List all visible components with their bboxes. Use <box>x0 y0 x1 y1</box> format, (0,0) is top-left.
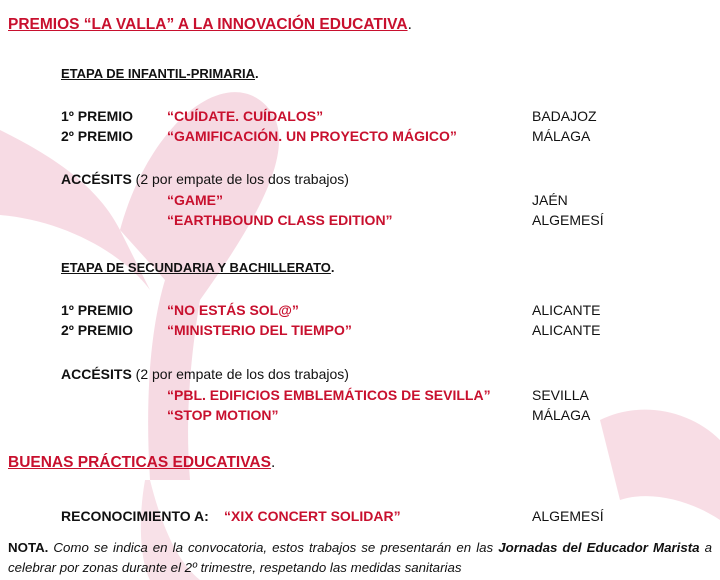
recognition-label: RECONOCIMIENTO A: <box>61 508 209 524</box>
prize-label: 2º PREMIO <box>61 322 134 338</box>
innovation-title-text: PREMIOS “LA VALLA” A LA INNOVACIÓN EDUCATIVA <box>8 16 408 33</box>
accesit-title: “EARTHBOUND CLASS EDITION” <box>167 212 393 228</box>
recognition-city: ALGEMESÍ <box>532 508 604 524</box>
stage-title-secundaria-bachillerato <box>61 260 335 275</box>
prize-row-1 <box>61 107 661 125</box>
accesit-row-1 <box>61 386 661 404</box>
prize-title: “NO ESTÁS SOL@” <box>167 302 299 318</box>
stage-title-infantil-primaria <box>61 66 259 81</box>
accesit-city: SEVILLA <box>532 387 589 403</box>
prize-label: 1º PREMIO <box>61 108 134 124</box>
accesits-note: (2 por empate de los dos trabajos) <box>131 171 349 187</box>
stage-title-period: . <box>255 66 259 81</box>
accesit-title: “STOP MOTION” <box>167 407 279 423</box>
accesit-title: “GAME” <box>167 192 223 208</box>
accesits-heading <box>61 366 349 382</box>
prize-city: BADAJOZ <box>532 108 597 124</box>
note-emphasis: Jornadas del Educador Marista <box>498 540 700 555</box>
accesits-note: (2 por empate de los dos trabajos) <box>131 366 349 382</box>
prize-title: “GAMIFICACIÓN. UN PROYECTO MÁGICO” <box>167 128 457 144</box>
good-practices-section-title <box>8 454 275 472</box>
good-practices-title-period: . <box>270 454 276 471</box>
innovation-title-period: . <box>407 16 412 33</box>
accesit-row-2 <box>61 406 661 424</box>
note-text-2: a celebrar por zonas durante el 2º trimestre, respetando las medidas sanitarias <box>8 540 712 575</box>
stage-title-text: ETAPA DE INFANTIL-PRIMARIA <box>61 66 256 81</box>
prize-label: 1º PREMIO <box>61 302 134 318</box>
prize-title: “MINISTERIO DEL TIEMPO” <box>167 322 352 338</box>
stage-title-period: . <box>330 260 335 275</box>
note-label: NOTA. <box>8 540 49 555</box>
recognition-row <box>61 507 661 525</box>
accesit-city: MÁLAGA <box>532 407 591 423</box>
recognition-title: “XIX CONCERT SOLIDAR” <box>224 508 401 524</box>
accesit-city: JAÉN <box>532 192 568 208</box>
note-text-1: Como se indica en la convocatoria, estos trabajos se presentarán en las <box>48 540 499 555</box>
innovation-section-title <box>8 16 412 34</box>
prize-title: “CUÍDATE. CUÍDALOS” <box>167 108 324 124</box>
accesits-heading <box>61 171 349 187</box>
stage-title-text: ETAPA DE SECUNDARIA Y BACHILLERATO <box>61 260 331 275</box>
note-paragraph <box>8 538 712 578</box>
prize-city: ALICANTE <box>532 302 601 318</box>
prize-row-2 <box>61 321 661 339</box>
accesit-title: “PBL. EDIFICIOS EMBLEMÁTICOS DE SEVILLA” <box>167 387 491 403</box>
good-practices-title-text: BUENAS PRÁCTICAS EDUCATIVAS <box>8 454 271 471</box>
accesits-label: ACCÉSITS <box>61 366 132 382</box>
accesit-row-2 <box>61 211 661 229</box>
accesit-row-1 <box>61 191 661 209</box>
prize-city: ALICANTE <box>532 322 601 338</box>
accesits-label: ACCÉSITS <box>61 171 132 187</box>
prize-city: MÁLAGA <box>532 128 591 144</box>
prize-row-2 <box>61 127 661 145</box>
accesit-city: ALGEMESÍ <box>532 212 604 228</box>
prize-row-1 <box>61 301 661 319</box>
prize-label: 2º PREMIO <box>61 128 134 144</box>
